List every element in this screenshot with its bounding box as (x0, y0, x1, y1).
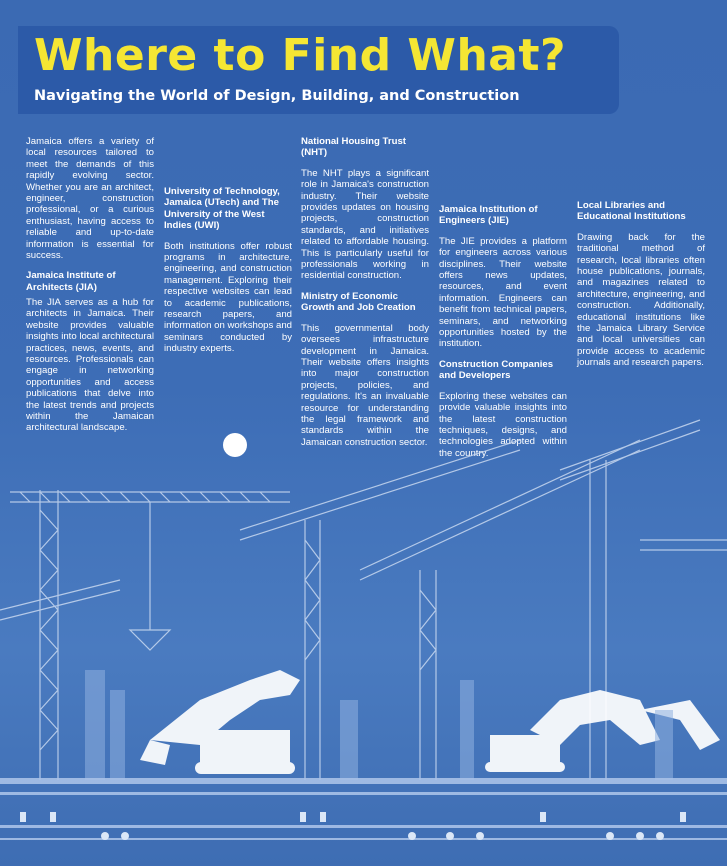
utech-paragraph: Both institutions offer robust programs in architecture, engineering, and construction management. Exploring their respective websites can lead to academic publications, research papers, and information on workshops and seminars conducted by industry experts. (164, 240, 292, 355)
title-banner (18, 26, 619, 114)
construction-illustration (0, 400, 727, 866)
utech-heading: University of Technology, Jamaica (UTech) and The University of the West Indies (UWI) (164, 186, 280, 232)
page-title: Where to Find What? (34, 30, 567, 81)
companies-paragraph: Exploring these websites can provide valuable insights into the latest construction techniques, designs, and technologies adopted within the country. (439, 390, 567, 459)
column-1 (26, 136, 154, 302)
moon-icon (223, 433, 247, 457)
nht-paragraph: The NHT plays a significant role in Jamaica's construction industry. Their website provides updates on housing projects, construction standards, and initiatives related to affordable housing. This is particularly useful for professionals working in residential construction. (301, 167, 429, 282)
intro-paragraph: Jamaica offers a variety of local resources tailored to meet the demands of this rapidly evolving sector. Whether you are an architect, engineer, construction professional, or a curious enthusiast, having access to reliable and up-to-date information is essential for success. (26, 136, 154, 262)
libraries-heading: Local Libraries and Educational Institutions (577, 200, 686, 223)
ministry-paragraph: This governmental body oversees infrastructure development in Jamaica. Their website offers insights into major construction projects, policies, and regulations. It's an invaluable resource for understanding the legal framework and standards within the Jamaican construction sector. (301, 322, 429, 448)
jia-paragraph: The JIA serves as a hub for architects in Jamaica. Their website provides valuable insights into local architectural practices, news, events, and resources. Professionals can engage in networking opportunities and access publications that delve into the latest trends and projects within the Jamaican architectural landscape. (26, 297, 154, 434)
libraries-paragraph: Drawing back for the traditional method of research, local libraries often house publications, journals, and magazines related to architecture, engineering, and construction. Additionally, educational institutions like the Jamaica Library Service and local universities can provide access to academic journals and research papers. (577, 231, 705, 369)
jia-heading: Jamaica Institute of Architects (JIA) (26, 270, 116, 293)
nht-heading: National Housing Trust (NHT) (301, 136, 407, 159)
jie-paragraph: The JIE provides a platform for engineers across various disciplines. Their website offers news updates, resources, and event information. Engineers can benefit from technical papers, seminars, and networking opportunities hosted by the institution. (439, 235, 567, 350)
ministry-heading: Ministry of Economic Growth and Job Creation (301, 290, 416, 314)
column-2 (164, 186, 292, 364)
companies-heading: Construction Companies and Developers (439, 358, 554, 382)
page-subtitle: Navigating the World of Design, Building, and Construction (34, 88, 520, 104)
column-5 (577, 200, 705, 378)
jie-heading: Jamaica Institution of Engineers (JIE) (439, 204, 538, 227)
